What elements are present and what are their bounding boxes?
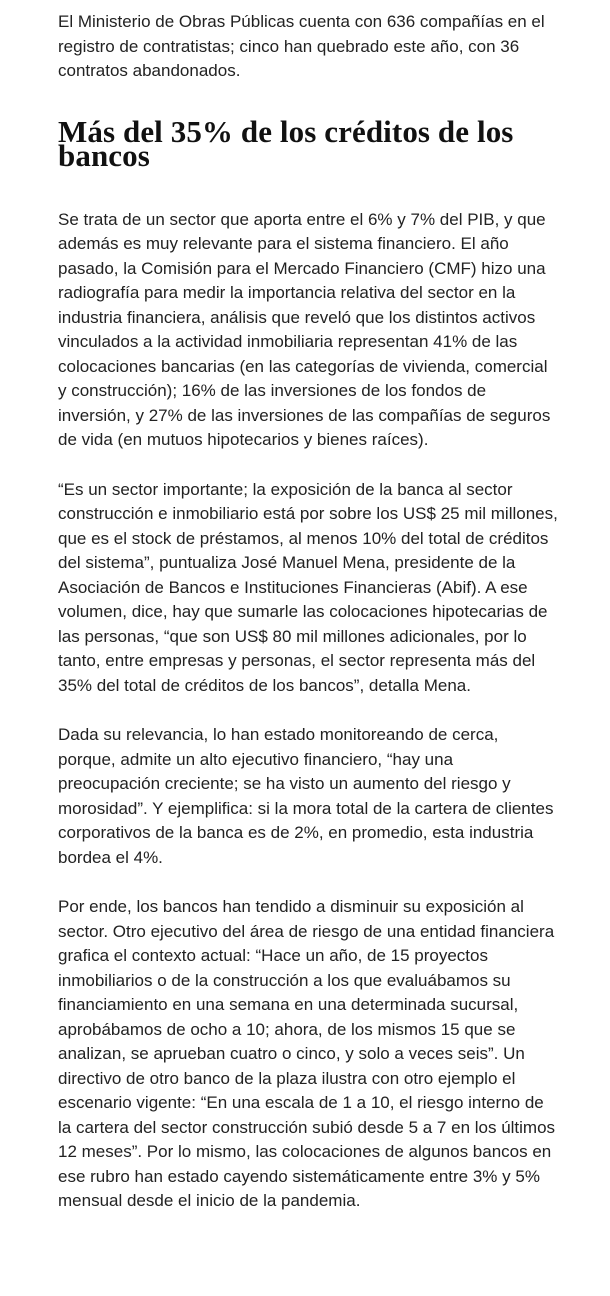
article-body bbox=[58, 10, 558, 1239]
section-heading: Más del 35% de los créditos de los bancos bbox=[58, 113, 514, 173]
article-paragraph: Dada su relevancia, lo han estado monitoreando de cerca, porque, admite un alto ejecutivo financiero, “hay una preocupación creciente; se ha visto un aumento del riesgo y morosidad”. Y ejemplifica: si la mora total de la cartera de clientes corporativos de la banca es de 2%, en promedio, esta industria bordea el 4%. bbox=[58, 725, 554, 867]
article-paragraph: Por ende, los bancos han tendido a disminuir su exposición al sector. Otro ejecutivo del área de riesgo de una entidad financiera grafica el contexto actual: “Hace un año, de 15 proyectos inmobiliarios o de la construcción a los que evaluábamos su financiamiento en una semana en una determinada sucursal, aprobábamos de ocho a 10; ahora, de los mismos 15 que se analizan, se aprueban cuatro o cinco, y solo a veces seis”. Un directivo de otro banco de la plaza ilustra con otro ejemplo el escenario vigente: “En una escala de 1 a 10, el riesgo interno de la cartera del sector construcción subió desde 5 a 7 en los últimos 12 meses”. Por lo mismo, las colocaciones de algunos bancos en ese rubro han estado cayendo sistemáticamente entre 3% y 5% mensual desde el inicio de la pandemia. bbox=[58, 897, 556, 1210]
article-paragraph: “Es un sector importante; la exposición de la banca al sector construcción e inmobiliario está por sobre los US$ 25 mil millones, que es el stock de préstamos, al menos 10% del total de créditos del sistema”, puntualiza José Manuel Mena, presidente de la Asociación de Bancos e Instituciones Financieras (Abif). A ese volumen, dice, hay que sumarle las colocaciones hipotecarias de las personas, “que son US$ 80 mil millones adicionales, por lo tanto, entre empresas y personas, el sector representa más del 35% del total de créditos de los bancos”, detalla Mena. bbox=[58, 479, 558, 695]
intro-paragraph: El Ministerio de Obras Públicas cuenta con 636 compañías en el registro de contratistas; cinco han quebrado este año, con 36 contratos abandonados. bbox=[58, 12, 545, 80]
article-paragraph: Se trata de un sector que aporta entre el 6% y 7% del PIB, y que además es muy relevante para el sistema financiero. El año pasado, la Comisión para el Mercado Financiero (CMF) hizo una radiografía para medir la importancia relativa del sector en la industria financiera, análisis que reveló que los distintos activos vinculados a la actividad inmobiliaria representan 41% de las colocaciones bancarias (en las categorías de vivienda, comercial y construcción); 16% de las inversiones de los fondos de inversión, y 27% de las inversiones de las compañías de seguros de vida (en mutuos hipotecarios y bienes raíces). bbox=[58, 209, 551, 449]
